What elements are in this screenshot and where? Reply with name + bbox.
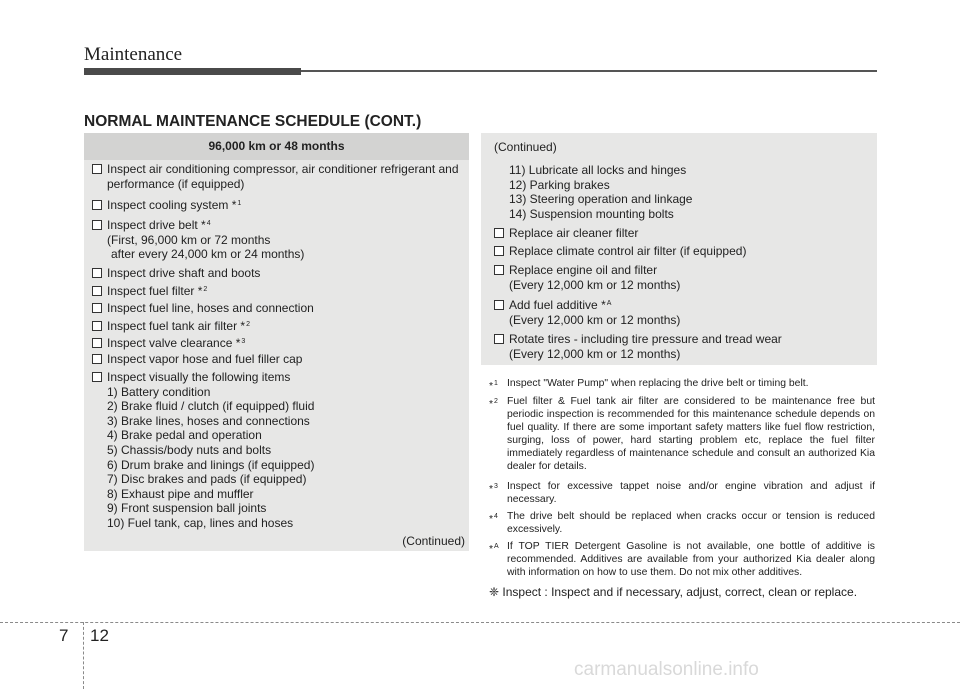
checkbox-icon	[92, 321, 102, 331]
checkbox-icon	[494, 334, 504, 344]
checkbox-icon	[92, 303, 102, 313]
footnote-4: *$^4$ The drive belt should be replaced when cracks occur or tension is reduced excessively.	[489, 511, 875, 535]
header-rule-dark	[84, 68, 301, 75]
checklist-item-air-cleaner: Replace air cleaner filter	[494, 226, 638, 241]
checklist-item-rotate-tires: Rotate tires - including tire pressure and tread wear (Every 12,000 km or 12 months)	[494, 332, 782, 361]
checklist-item-vapor-hose: Inspect vapor hose and fuel filler cap	[92, 352, 302, 367]
checkbox-icon	[92, 164, 102, 174]
checklist-item-fuel-filter: Inspect fuel filter *$^2$	[92, 283, 207, 299]
checkbox-icon	[92, 372, 102, 382]
schedule-panel-96000km	[84, 133, 469, 551]
page-number: 12	[90, 626, 109, 645]
checkbox-icon	[92, 220, 102, 230]
watermark: carmanualsonline.info	[574, 659, 759, 680]
interval-heading: 96,000 km or 48 months	[84, 133, 469, 160]
list-item: 7) Disc brakes and pads (if equipped)	[107, 472, 307, 487]
list-item: 9) Front suspension ball joints	[107, 501, 267, 516]
checkbox-icon	[92, 286, 102, 296]
header-rule-light	[301, 70, 877, 72]
note-symbol-icon: ❈	[489, 585, 500, 599]
checkbox-icon	[494, 228, 504, 238]
list-item: 10) Fuel tank, cap, lines and hoses	[107, 515, 294, 530]
list-item: 14) Suspension mounting bolts	[509, 206, 674, 221]
continued-label: (Continued)	[402, 534, 465, 548]
list-item: 8) Exhaust pipe and muffler	[107, 486, 254, 501]
footnote-1: *$^1$ Inspect "Water Pump" when replacing the drive belt or timing belt.	[489, 378, 809, 392]
checklist-item-visual-inspection: Inspect visually the following items 1) Battery condition 2) Brake fluid / clutch (if equipped) fluid 3) Brake lines, hoses and connections 4) Brake pedal and operation 5) Chassis/body nuts and bolts 6) Drum brake and linings (if equipped) 7) Disc brakes and pads (if equipped) 8) Exhaust pipe and muffler 9) Front suspension ball joints 10) Fuel tank, cap, lines and hoses	[92, 370, 314, 531]
checklist-item-fuel-additive: Add fuel additive *$^A$ (Every 12,000 km or 12 months)	[494, 297, 680, 327]
continued-list	[509, 163, 692, 221]
page-header-title: Maintenance	[84, 44, 183, 65]
list-item: 12) Parking brakes	[509, 177, 610, 192]
checklist-item-cooling: Inspect cooling system *$^1$	[92, 197, 241, 213]
footnote-a: *$^A$ If TOP TIER Detergent Gasoline is not available, one bottle of additive is recommended. Additives are available from your authorized Kia dealer along with information on how to use them. Do not mix other additives.	[489, 541, 875, 578]
footer-divider-vertical	[83, 622, 84, 689]
list-item: 5) Chassis/body nuts and bolts	[107, 442, 272, 457]
footnote-3: *$^3$ Inspect for excessive tappet noise and/or engine vibration and adjust if necessary.	[489, 481, 875, 505]
schedule-panel-continued	[481, 133, 877, 365]
checklist-item-engine-oil: Replace engine oil and filter (Every 12,000 km or 12 months)	[494, 263, 680, 292]
section-title: NORMAL MAINTENANCE SCHEDULE (CONT.)	[84, 113, 422, 130]
checkbox-icon	[92, 268, 102, 278]
footer-divider	[0, 622, 960, 623]
list-item: 3) Brake lines, hoses and connections	[107, 413, 310, 428]
footnote-2: *$^2$ Fuel filter & Fuel tank air filter are considered to be maintenance free but periodic inspection is recommended for this maintenance schedule depends on fuel quality. If there are some important safety matters like fuel flow restriction, surging, loss of power, hard starting problem etc, replace the fuel filter immediately regardless of maintenance schedule and consult an authorized Kia dealer for details.	[489, 396, 875, 472]
checklist-item-climate-filter: Replace climate control air filter (if equipped)	[494, 244, 746, 259]
list-item: 1) Battery condition	[107, 384, 211, 399]
list-item: 13) Steering operation and linkage	[509, 192, 693, 207]
checklist-item-fuel-line: Inspect fuel line, hoses and connection	[92, 301, 314, 316]
inspect-definition-note: ❈ Inspect : Inspect and if necessary, adjust, correct, clean or replace.	[489, 585, 858, 599]
list-item: 11) Lubricate all locks and hinges	[509, 163, 687, 177]
checkbox-icon	[494, 246, 504, 256]
chapter-number: 7	[59, 626, 69, 645]
checkbox-icon	[494, 265, 504, 275]
checklist-item-valve-clearance: Inspect valve clearance *$^3$	[92, 335, 245, 351]
continued-label: (Continued)	[494, 140, 557, 154]
checkbox-icon	[92, 354, 102, 364]
checklist-item-tank-air-filter: Inspect fuel tank air filter *$^2$	[92, 318, 250, 334]
checklist-item-drive-shaft: Inspect drive shaft and boots	[92, 266, 260, 281]
checkbox-icon	[494, 300, 504, 310]
list-item: 6) Drum brake and linings (if equipped)	[107, 457, 315, 472]
checklist-item-drive-belt: Inspect drive belt *$^4$ (First, 96,000 km or 72 months after every 24,000 km or 24 months)	[92, 217, 304, 262]
checklist-item-ac: Inspect air conditioning compressor, air conditioner refrigerant and performance (if equipped)	[92, 162, 467, 191]
list-item: 4) Brake pedal and operation	[107, 428, 262, 443]
list-item: 2) Brake fluid / clutch (if equipped) fluid	[107, 399, 315, 414]
checkbox-icon	[92, 338, 102, 348]
checkbox-icon	[92, 200, 102, 210]
